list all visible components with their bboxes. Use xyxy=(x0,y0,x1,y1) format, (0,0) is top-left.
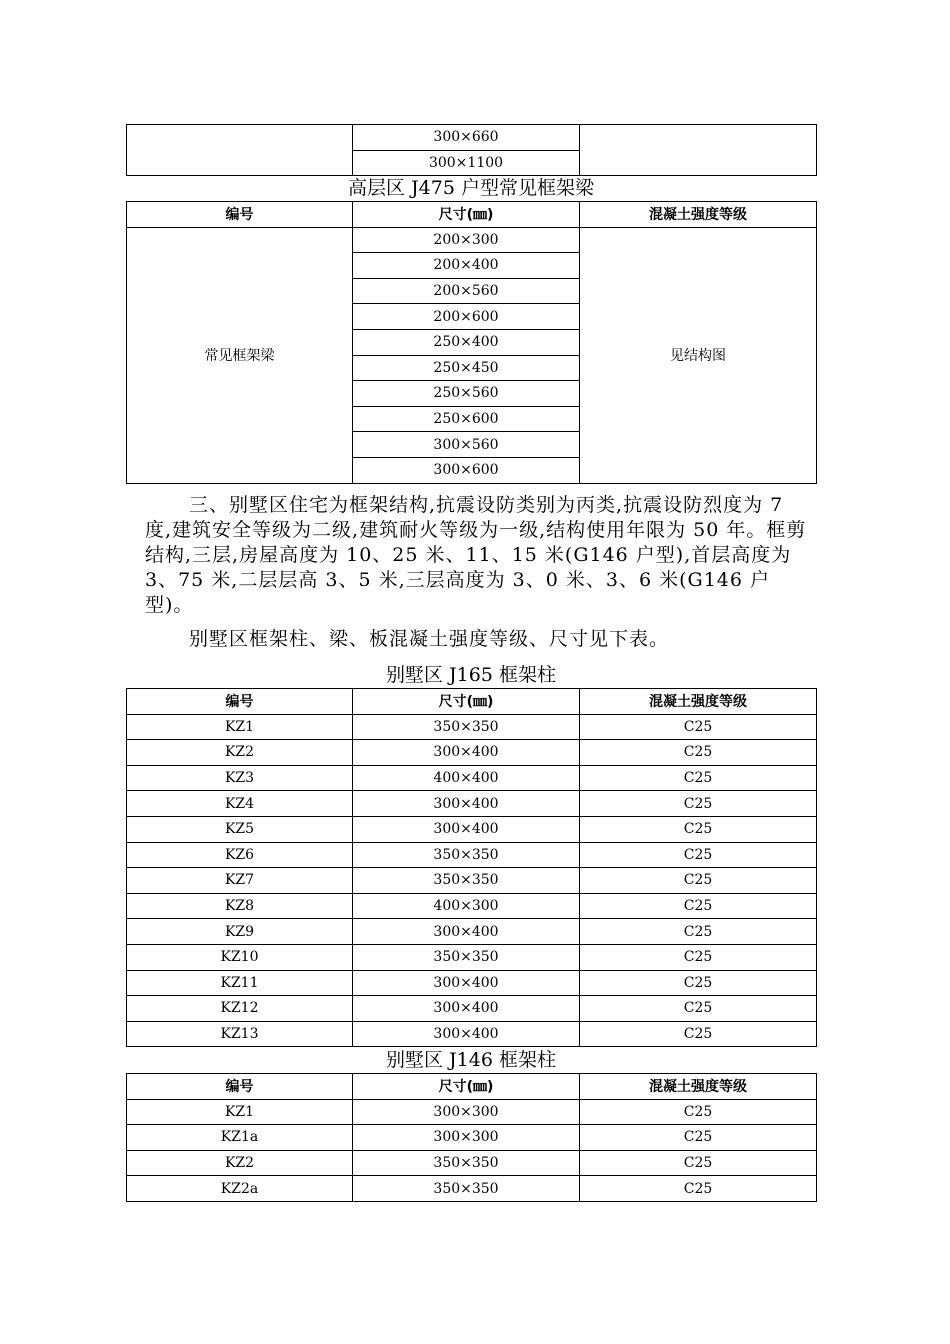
table-row xyxy=(127,944,817,970)
id-cell: KZ1a xyxy=(127,1125,353,1151)
table-row xyxy=(127,1099,817,1125)
size-cell: 350×350 xyxy=(353,1150,580,1176)
size-cell: 300×1100 xyxy=(353,150,580,176)
grade-cell: C25 xyxy=(580,970,817,996)
table-row xyxy=(127,227,817,253)
grade-cell: C25 xyxy=(580,868,817,894)
id-cell: KZ2 xyxy=(127,740,353,766)
size-cell: 300×400 xyxy=(353,919,580,945)
table-row xyxy=(127,919,817,945)
table-header-row xyxy=(127,202,817,228)
size-cell: 300×400 xyxy=(353,816,580,842)
table-row xyxy=(127,1125,817,1151)
merged-id-cell: 常见框架梁 xyxy=(127,227,353,483)
table-row xyxy=(127,714,817,740)
table-row xyxy=(127,765,817,791)
id-cell: KZ5 xyxy=(127,816,353,842)
id-cell: KZ1 xyxy=(127,1099,353,1125)
grade-cell: C25 xyxy=(580,765,817,791)
grade-cell: C25 xyxy=(580,996,817,1022)
size-cell: 300×400 xyxy=(353,791,580,817)
header-id: 编号 xyxy=(127,689,353,715)
size-cell: 350×350 xyxy=(353,714,580,740)
grade-cell: C25 xyxy=(580,1176,817,1202)
table-row xyxy=(127,816,817,842)
paragraph: 三、别墅区住宅为框架结构,抗震设防类别为丙类,抗震设防烈度为 7 度,建筑安全等级为二级,建筑耐火等级为一级,结构使用年限为 50 年。框剪结构,三层,房屋高度为 10、25 米、11、15 米(G146 户型),首层高度为 3、75 米,二层层高 3、5 米,三层高度为 3、0 米、3、6 米(G146 户型)。 xyxy=(145,494,807,616)
header-grade: 混凝土强度等级 xyxy=(580,1074,817,1100)
id-cell: KZ3 xyxy=(127,765,353,791)
header-grade: 混凝土强度等级 xyxy=(580,202,817,228)
id-cell: KZ11 xyxy=(127,970,353,996)
table-row xyxy=(127,740,817,766)
header-grade: 混凝土强度等级 xyxy=(580,689,817,715)
grade-cell: C25 xyxy=(580,893,817,919)
size-cell: 250×450 xyxy=(353,355,580,381)
body-text xyxy=(145,493,815,652)
beam-table xyxy=(126,201,817,484)
table-caption: 别墅区 J146 框架柱 xyxy=(386,1049,556,1071)
table-row xyxy=(127,868,817,894)
id-cell: KZ10 xyxy=(127,944,353,970)
size-cell: 200×600 xyxy=(353,304,580,330)
table-header-row xyxy=(127,689,817,715)
grade-cell: C25 xyxy=(580,842,817,868)
size-cell: 400×400 xyxy=(353,765,580,791)
header-id: 编号 xyxy=(127,1074,353,1100)
table-row xyxy=(127,1150,817,1176)
size-cell: 200×300 xyxy=(353,227,580,253)
column-table-j146 xyxy=(126,1073,817,1202)
size-cell: 200×400 xyxy=(353,253,580,279)
id-cell: KZ1 xyxy=(127,714,353,740)
grade-cell: C25 xyxy=(580,919,817,945)
size-cell: 350×350 xyxy=(353,944,580,970)
id-cell: KZ4 xyxy=(127,791,353,817)
size-cell: 300×300 xyxy=(353,1125,580,1151)
size-cell: 250×560 xyxy=(353,381,580,407)
grade-cell: C25 xyxy=(580,816,817,842)
table-header-row xyxy=(127,1074,817,1100)
header-size: 尺寸(㎜) xyxy=(353,1074,580,1100)
grade-cell: C25 xyxy=(580,1099,817,1125)
id-cell: KZ6 xyxy=(127,842,353,868)
table-row xyxy=(127,893,817,919)
id-cell: KZ9 xyxy=(127,919,353,945)
table-row xyxy=(127,125,817,151)
size-cell: 300×660 xyxy=(353,125,580,151)
size-cell: 300×560 xyxy=(353,432,580,458)
merged-grade-cell: 见结构图 xyxy=(580,227,817,483)
size-cell: 300×400 xyxy=(353,1021,580,1047)
size-cell: 350×350 xyxy=(353,1176,580,1202)
grade-cell: C25 xyxy=(580,791,817,817)
grade-cell: C25 xyxy=(580,1125,817,1151)
table-row xyxy=(127,1176,817,1202)
id-cell: KZ7 xyxy=(127,868,353,894)
table-row xyxy=(127,791,817,817)
size-cell: 300×400 xyxy=(353,996,580,1022)
id-cell xyxy=(127,125,353,176)
paragraph: 别墅区框架柱、梁、板混凝土强度等级、尺寸见下表。 xyxy=(189,628,670,650)
grade-cell: C25 xyxy=(580,1150,817,1176)
size-cell: 250×400 xyxy=(353,329,580,355)
column-table-j165 xyxy=(126,688,817,1047)
id-cell: KZ8 xyxy=(127,893,353,919)
size-cell: 350×350 xyxy=(353,868,580,894)
header-id: 编号 xyxy=(127,202,353,228)
grade-cell xyxy=(580,125,817,176)
size-cell: 300×600 xyxy=(353,457,580,483)
size-cell: 300×400 xyxy=(353,740,580,766)
size-cell: 400×300 xyxy=(353,893,580,919)
id-cell: KZ2a xyxy=(127,1176,353,1202)
table-row xyxy=(127,996,817,1022)
size-cell: 300×300 xyxy=(353,1099,580,1125)
header-size: 尺寸(㎜) xyxy=(353,689,580,715)
id-cell: KZ12 xyxy=(127,996,353,1022)
grade-cell: C25 xyxy=(580,1021,817,1047)
size-cell: 200×560 xyxy=(353,278,580,304)
size-cell: 250×600 xyxy=(353,406,580,432)
table-caption: 别墅区 J165 框架柱 xyxy=(386,664,556,686)
table-row xyxy=(127,970,817,996)
grade-cell: C25 xyxy=(580,944,817,970)
continued-beam-table xyxy=(126,124,817,176)
table-row xyxy=(127,842,817,868)
table-caption: 高层区 J475 户型常见框架梁 xyxy=(348,177,594,199)
size-cell: 350×350 xyxy=(353,842,580,868)
id-cell: KZ13 xyxy=(127,1021,353,1047)
grade-cell: C25 xyxy=(580,740,817,766)
grade-cell: C25 xyxy=(580,714,817,740)
size-cell: 300×400 xyxy=(353,970,580,996)
id-cell: KZ2 xyxy=(127,1150,353,1176)
header-size: 尺寸(㎜) xyxy=(353,202,580,228)
table-row xyxy=(127,1021,817,1047)
